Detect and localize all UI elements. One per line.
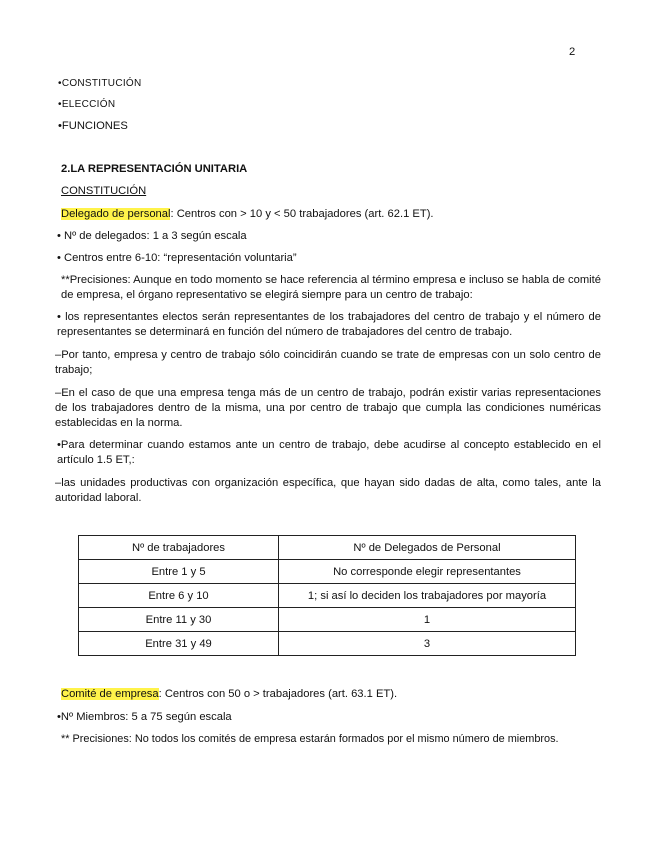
table-cell: 1; si así lo deciden los trabajadores por mayoría <box>279 584 576 608</box>
table-cell: No corresponde elegir representantes <box>279 560 576 584</box>
outline-item: •ELECCIÓN <box>58 99 116 110</box>
delegado-label: Delegado de personal <box>61 208 171 220</box>
table-row <box>79 632 576 656</box>
outline-item: •FUNCIONES <box>58 120 128 132</box>
comite-text: : Centros con 50 o > trabajadores (art. 63.1 ET). <box>158 688 398 700</box>
delegado-line <box>61 207 434 221</box>
outline-item: •CONSTITUCIÓN <box>58 78 142 89</box>
paragraph-representantes: • los representantes electos serán representantes de los trabajadores del centro de trabajo y el número de representantes se determinará en función del número de trabajadores del centro de trabajo. <box>57 311 601 338</box>
table-cell: Entre 1 y 5 <box>79 560 279 584</box>
comite-label: Comité de empresa <box>61 688 159 700</box>
table-cell: Entre 31 y 49 <box>79 632 279 656</box>
table-row <box>79 560 576 584</box>
page-number: 2 <box>569 46 576 58</box>
table-header-row <box>79 536 576 560</box>
section-subheading: CONSTITUCIÓN <box>61 185 147 197</box>
delegado-text: : Centros con > 10 y < 50 trabajadores (art. 62.1 ET). <box>170 208 434 220</box>
table-cell: Entre 11 y 30 <box>79 608 279 632</box>
table-row <box>79 584 576 608</box>
table-cell: 3 <box>279 632 576 656</box>
section-heading: 2.LA REPRESENTACIÓN UNITARIA <box>61 163 248 175</box>
table-cell: 1 <box>279 608 576 632</box>
table-row <box>79 608 576 632</box>
paragraph-delegados-count: • Nº de delegados: 1 a 3 según escala <box>57 230 247 242</box>
table-header-cell: Nº de Delegados de Personal <box>279 536 576 560</box>
paragraph-precisiones: **Precisiones: Aunque en todo momento se hace referencia al término empresa e incluso se habla de comité de empresa, el órgano representativo se elegirá siempre para un centro de trabajo: <box>61 274 601 301</box>
paragraph-voluntaria: • Centros entre 6-10: “representación voluntaria” <box>57 252 297 264</box>
paragraph-varios-centros: –En el caso de que una empresa tenga más de un centro de trabajo, podrán existir varias representaciones de los trabajadores dentro de la misma, una por centro de trabajo que cumpla las condiciones numéricas establecidas en la norma. <box>55 387 601 429</box>
comite-miembros: •Nº Miembros: 5 a 75 según escala <box>57 711 232 723</box>
paragraph-unidades: –las unidades productivas con organización específica, que hayan sido dadas de alta, como tales, ante la autoridad laboral. <box>55 477 601 504</box>
table-cell: Entre 6 y 10 <box>79 584 279 608</box>
table-header-cell: Nº de trabajadores <box>79 536 279 560</box>
comite-precisiones: ** Precisiones: No todos los comités de empresa estarán formados por el mismo número de miembros. <box>61 733 559 745</box>
comite-line <box>61 687 397 701</box>
paragraph-concepto: •Para determinar cuando estamos ante un centro de trabajo, debe acudirse al concepto establecido en el artículo 1.5 ET,: <box>57 439 601 466</box>
paragraph-por-tanto: –Por tanto, empresa y centro de trabajo sólo coincidirán cuando se trate de empresas con un solo centro de trabajo; <box>55 349 601 376</box>
delegados-table <box>78 535 576 656</box>
